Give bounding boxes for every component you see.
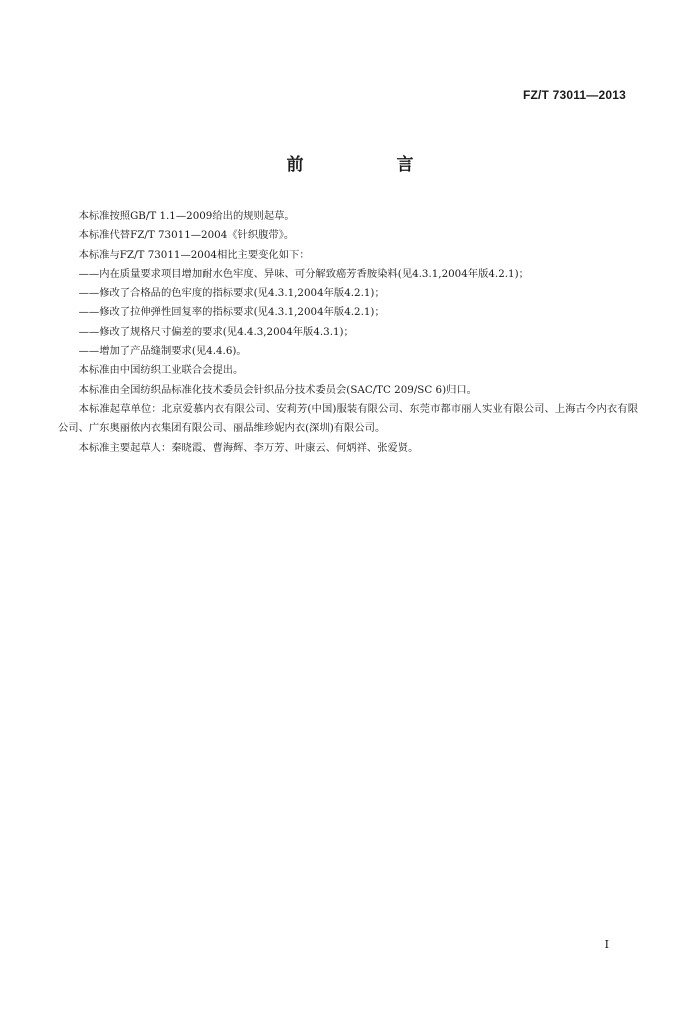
paragraph-proposed-by: 本标准由中国纺织工业联合会提出。 [78,364,244,377]
paragraph-drafting-rules: 本标准按照GB/T 1.1—2009给出的规则起草。 [78,210,295,222]
change-item: ——修改了拉伸弹性回复率的指标要求(见4.3.1,2004年版4.2.1)； [78,306,385,319]
paragraph-drafters: 本标准主要起草人：秦晓霞、曹海辉、李万芳、叶康云、何炳祥、张爱贤。 [78,441,419,454]
paragraph-drafting-units: 本标准起草单位：北京爱慕内衣有限公司、安莉芳(中国)服装有限公司、东莞市都市丽人实业有限公司、上海古今内衣有限公司、广东奥丽侬内衣集团有限公司、丽晶维珍妮内衣(深圳)有限公司。 [58,402,638,435]
change-item: ——修改了合格品的色牢度的指标要求(见4.3.1,2004年版4.2.1)； [78,287,385,300]
paragraph-replaces: 本标准代替FZ/T 73011—2004《针织腹带》。 [78,229,295,242]
change-item: ——增加了产品缝制要求(见4.4.6)。 [78,345,247,358]
page-number: I [604,938,609,951]
change-item: ——修改了规格尺寸偏差的要求(见4.4.3,2004年版4.3.1)； [78,325,354,338]
change-item: ——内在质量要求项目增加耐水色牢度、异味、可分解致癌芳香胺染料(见4.3.1,2004年版4.2.1)； [78,267,529,280]
foreword-body [58,207,638,458]
page-title: 前 言 [286,155,452,175]
standard-code: FZ/T 73011—2013 [522,88,626,102]
paragraph-administered-by: 本标准由全国纺织品标准化技术委员会针织品分技术委员会(SAC/TC 209/SC 6)归口。 [78,383,477,396]
paragraph-changes-intro: 本标准与FZ/T 73011—2004相比主要变化如下： [78,248,310,261]
